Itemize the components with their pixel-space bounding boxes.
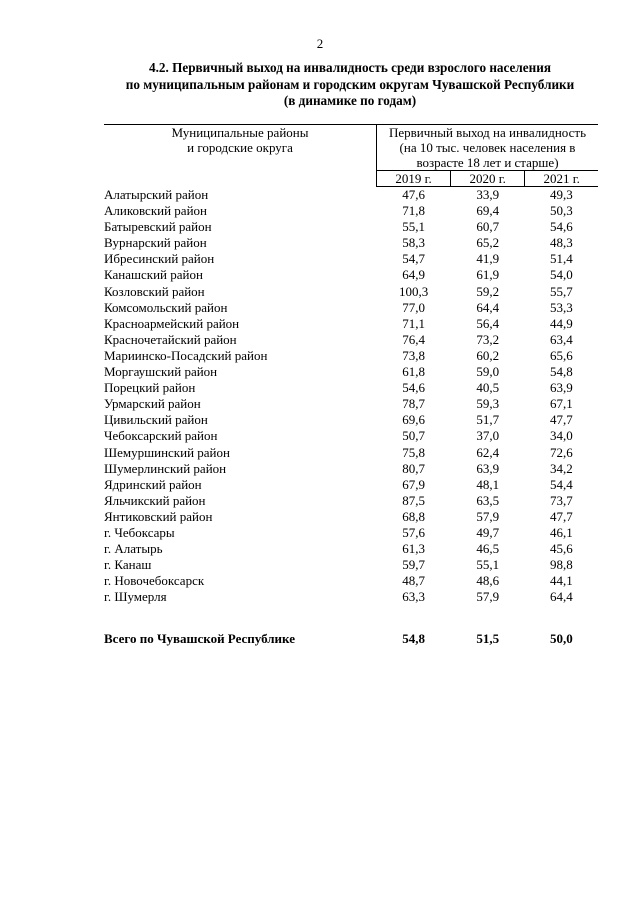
- row-value: 100,3: [398, 283, 429, 299]
- row-value: 73,8: [402, 347, 425, 363]
- row-value: 48,3: [550, 235, 573, 251]
- row-name: г. Новочебоксарск: [104, 573, 205, 589]
- row-name: г. Канаш: [104, 557, 152, 573]
- row-name: Моргаушский район: [104, 364, 218, 380]
- row-value: 55,7: [550, 283, 573, 299]
- row-value: 54,6: [550, 219, 573, 235]
- row-value: 47,7: [550, 412, 573, 428]
- row-value: 58,3: [402, 235, 425, 251]
- row-value: 50,3: [550, 203, 573, 219]
- table-row: [104, 509, 598, 525]
- row-value: 77,0: [402, 299, 425, 315]
- row-value: 65,6: [550, 347, 573, 363]
- table-row: [104, 589, 598, 605]
- disability-table: [104, 124, 598, 648]
- total-value: 50,0: [550, 631, 573, 647]
- header-rate-line-2: (на 10 тыс. человек населения в: [399, 140, 576, 155]
- row-value: 49,3: [550, 187, 573, 202]
- row-value: 67,1: [550, 396, 573, 412]
- row-value: 63,9: [550, 380, 573, 396]
- row-value: 67,9: [402, 476, 425, 492]
- row-name: Комсомольский район: [104, 299, 228, 315]
- row-value: 73,7: [550, 492, 573, 508]
- total-value: 54,8: [402, 631, 425, 647]
- row-name: Алатырский район: [104, 186, 209, 202]
- row-value: 69,4: [476, 203, 500, 219]
- row-name: Шемуршинский район: [104, 444, 230, 460]
- row-value: 44,9: [550, 315, 573, 331]
- total-row: [104, 631, 598, 647]
- row-value: 98,8: [550, 557, 573, 573]
- row-name: Красночетайский район: [104, 331, 237, 347]
- table-row: [104, 541, 598, 557]
- title-line-1: 4.2. Первичный выход на инвалидность среди взрослого населения: [149, 60, 551, 75]
- header-rate-line-3: возрасте 18 лет и старше): [416, 155, 559, 170]
- row-value: 47,7: [550, 508, 573, 524]
- row-value: 68,8: [402, 508, 425, 524]
- row-value: 37,0: [476, 428, 500, 444]
- row-value: 78,7: [402, 396, 425, 412]
- row-value: 69,6: [402, 412, 425, 428]
- page-number: 2: [316, 36, 324, 51]
- header-disability-rate: [377, 125, 599, 171]
- row-value: 72,6: [550, 444, 573, 460]
- row-value: 41,9: [476, 251, 500, 267]
- table-row: [104, 573, 598, 589]
- total-name: Всего по Чувашской Республике: [104, 631, 295, 647]
- table-row: [104, 380, 598, 396]
- spacer-row: [104, 605, 598, 631]
- row-value: 48,7: [402, 573, 425, 589]
- row-value: 63,9: [476, 460, 500, 476]
- row-value: 61,3: [402, 541, 425, 557]
- table-row: [104, 396, 598, 412]
- row-value: 44,1: [550, 573, 573, 589]
- row-value: 53,3: [550, 299, 573, 315]
- table-row: [104, 412, 598, 428]
- row-value: 80,7: [402, 460, 425, 476]
- row-name: Красноармейский район: [104, 315, 240, 331]
- row-value: 64,9: [402, 267, 425, 283]
- table-row: [104, 332, 598, 348]
- row-value: 54,6: [402, 380, 425, 396]
- row-value: 33,9: [476, 187, 500, 202]
- row-name: Канашский район: [104, 267, 203, 283]
- row-value: 59,3: [476, 396, 500, 412]
- header-municipality-line-2: и городские округа: [187, 140, 293, 155]
- row-value: 64,4: [476, 299, 500, 315]
- table-row: [104, 219, 598, 235]
- table-row: [104, 316, 598, 332]
- row-value: 34,2: [550, 460, 573, 476]
- table-row: [104, 235, 598, 251]
- row-name: г. Шумерля: [104, 589, 167, 605]
- table-row: [104, 557, 598, 573]
- row-name: Яльчикский район: [104, 492, 206, 508]
- row-value: 63,4: [550, 331, 573, 347]
- row-value: 71,1: [402, 315, 425, 331]
- row-value: 59,7: [402, 557, 425, 573]
- row-value: 54,4: [550, 476, 573, 492]
- row-value: 54,8: [550, 364, 573, 380]
- table-row: [104, 461, 598, 477]
- row-value: 61,9: [476, 267, 500, 283]
- table-row: [104, 525, 598, 541]
- table-body: [104, 187, 598, 648]
- row-value: 75,8: [402, 444, 425, 460]
- table-row: [104, 428, 598, 444]
- header-year-2020: 2020 г.: [451, 171, 525, 187]
- row-value: 54,7: [402, 251, 425, 267]
- row-value: 48,1: [476, 476, 500, 492]
- header-row: [104, 125, 598, 171]
- row-value: 63,3: [402, 589, 425, 605]
- row-value: 59,2: [476, 283, 500, 299]
- row-value: 73,2: [476, 331, 500, 347]
- header-municipality-line-1: Муниципальные районы: [171, 125, 309, 140]
- row-value: 48,6: [476, 573, 500, 589]
- row-name: Ибресинский район: [104, 251, 215, 267]
- row-name: Порецкий район: [104, 380, 196, 396]
- row-value: 57,9: [476, 589, 500, 605]
- row-name: Батыревский район: [104, 219, 212, 235]
- row-name: г. Алатырь: [104, 541, 163, 557]
- total-value: 51,5: [476, 631, 500, 647]
- table-row: [104, 477, 598, 493]
- row-value: 87,5: [402, 492, 425, 508]
- table-row: [104, 493, 598, 509]
- row-value: 34,0: [550, 428, 573, 444]
- row-name: г. Чебоксары: [104, 524, 175, 540]
- spacer-cell: [104, 605, 598, 631]
- table-row: [104, 445, 598, 461]
- row-value: 46,1: [550, 524, 573, 540]
- row-value: 46,5: [476, 541, 500, 557]
- row-value: 56,4: [476, 315, 500, 331]
- row-value: 65,2: [476, 235, 500, 251]
- row-value: 71,8: [402, 203, 425, 219]
- row-name: Урмарский район: [104, 396, 201, 412]
- row-value: 49,7: [476, 524, 500, 540]
- row-name: Козловский район: [104, 283, 205, 299]
- row-value: 45,6: [550, 541, 573, 557]
- header-year-2021: 2021 г.: [525, 171, 598, 187]
- table-row: [104, 364, 598, 380]
- table-title: [100, 60, 600, 110]
- row-value: 40,5: [476, 380, 500, 396]
- table-row: [104, 284, 598, 300]
- row-name: Чебоксарский район: [104, 428, 218, 444]
- row-value: 59,0: [476, 364, 500, 380]
- row-value: 60,2: [476, 347, 500, 363]
- row-value: 64,4: [550, 589, 573, 605]
- row-value: 55,1: [402, 219, 425, 235]
- table-row: [104, 203, 598, 219]
- row-name: Мариинско-Посадский район: [104, 347, 268, 363]
- row-value: 54,0: [550, 267, 573, 283]
- row-name: Аликовский район: [104, 203, 207, 219]
- row-value: 62,4: [476, 444, 500, 460]
- row-value: 51,4: [550, 251, 573, 267]
- table-row: [104, 348, 598, 364]
- row-value: 57,6: [402, 524, 425, 540]
- table-row: [104, 187, 598, 204]
- table-row: [104, 267, 598, 283]
- table-row: [104, 251, 598, 267]
- row-value: 76,4: [402, 331, 425, 347]
- header-municipality: [104, 125, 377, 187]
- row-name: Цивильский район: [104, 412, 208, 428]
- row-name: Янтиковский район: [104, 508, 213, 524]
- header-year-2019: 2019 г.: [377, 171, 451, 187]
- row-value: 61,8: [402, 364, 425, 380]
- row-value: 60,7: [476, 219, 500, 235]
- row-value: 47,6: [402, 187, 425, 202]
- title-line-2: по муниципальным районам и городским округам Чувашской Республики: [125, 76, 575, 92]
- row-value: 63,5: [476, 492, 500, 508]
- row-value: 57,9: [476, 508, 500, 524]
- row-name: Ядринский район: [104, 476, 202, 492]
- header-rate-line-1: Первичный выход на инвалидность: [388, 125, 587, 140]
- row-value: 55,1: [476, 557, 500, 573]
- row-name: Вурнарский район: [104, 235, 207, 251]
- title-line-3: (в динамике по годам): [283, 93, 417, 108]
- row-name: Шумерлинский район: [104, 460, 227, 476]
- table-row: [104, 300, 598, 316]
- row-value: 50,7: [402, 428, 425, 444]
- row-value: 51,7: [476, 412, 500, 428]
